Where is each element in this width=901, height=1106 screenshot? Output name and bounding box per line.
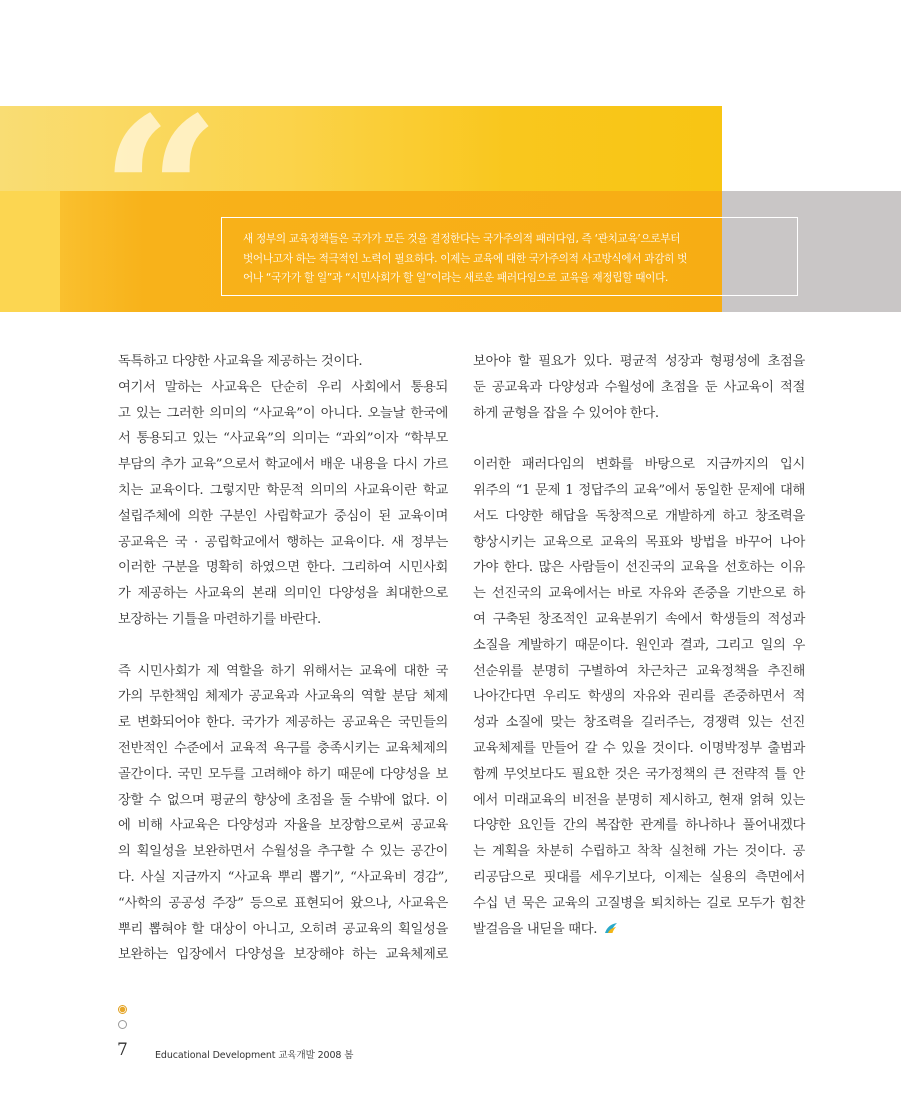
leaf-logo-icon [603, 921, 619, 935]
quote-mark-icon: “ [100, 71, 221, 318]
header-band-left-accent [0, 191, 60, 312]
left-text-column [118, 349, 448, 968]
text-line: 는 선진국의 교육에서는 바로 자유와 존중을 기반으로 하 [473, 586, 805, 602]
text-line: 뿌리 뽑혀야 할 대상이 아니고, 오히려 공교육의 획일성을 [118, 921, 448, 937]
text-line: 독특하고 다양한 사교육을 제공하는 것이다. [118, 354, 363, 369]
text-line: 나아간다면 우리도 학생의 자유와 권리를 존중하면서 적 [473, 689, 805, 705]
text-line: 에서 미래교육의 비전을 분명히 제시하고, 현재 얽혀 있는 [473, 792, 805, 808]
text-line: 보아야 할 필요가 있다. 평균적 성장과 형평성에 초점을 [473, 354, 805, 369]
text-line: 서도 다양한 해답을 독창적으로 개발하게 하고 창조력을 [473, 508, 805, 524]
right-text-column [473, 349, 805, 942]
text-line: 리공담으로 핏대를 세우기보다, 이제는 실용의 측면에서 [473, 869, 805, 885]
pull-quote-line: 벗어나고자 하는 적극적인 노력이 필요하다. 이제는 교육에 대한 국가주의적 사고방식에서 과감히 벗 [243, 252, 688, 265]
text-line: 둔 공교육과 다양성과 수월성에 초점을 둔 사교육이 적절 [473, 379, 805, 395]
page-indicator-active-icon [118, 1005, 127, 1014]
text-line: 에 비해 사교육은 다양성과 자율을 보장함으로써 공교육 [118, 818, 448, 834]
text-line: 즉 시민사회가 제 역할을 하기 위해서는 교육에 대한 국 [118, 663, 448, 679]
paragraph-gap [473, 426, 805, 452]
text-line: 여 구축된 창조적인 교육분위기 속에서 학생들의 적성과 [473, 611, 805, 627]
text-line: 가의 무한책임 체제가 공교육과 사교육의 역할 분담 체제 [118, 689, 448, 705]
text-line: 선순위를 분명히 구별하여 차근차근 교육정책을 추진해 [473, 663, 805, 679]
text-line: 장할 수 없으며 평균의 향상에 초점을 둘 수밖에 없다. 이 [118, 792, 448, 808]
text-line: 부담의 추가 교육”으로서 학교에서 배운 내용을 다시 가르 [118, 457, 448, 473]
text-line: 골간이다. 국민 모두를 고려해야 하기 때문에 다양성을 보 [118, 766, 448, 782]
text-line: 다. 사실 지금까지 “사교육 뿌리 뽑기”, “사교육비 경감”, [118, 869, 448, 885]
text-line: 의 획일성을 보완하면서 수월성을 추구할 수 있는 공간이 [118, 844, 448, 860]
text-line: 함께 무엇보다도 필요한 것은 국가정책의 큰 전략적 틀 안 [473, 766, 805, 782]
pull-quote-line: 어나 “국가가 할 일”과 “시민사회가 할 일”이라는 새로운 패러다임으로 교육을 재정립할 때이다. [243, 272, 669, 284]
text-line-final [473, 917, 805, 943]
text-line: 하게 균형을 잡을 수 있어야 한다. [473, 405, 659, 421]
text-line: 수십 년 묵은 교육의 고질병을 퇴치하는 길로 모두가 힘찬 [473, 895, 805, 911]
pull-quote-box [221, 217, 798, 296]
text-line: 교육체제를 만들어 갈 수 있을 것이다. 이명박정부 출범과 [473, 740, 805, 756]
text-line: 여기서 말하는 사교육은 단순히 우리 사회에서 통용되 [118, 379, 448, 395]
text-line: 보완하는 입장에서 다양성을 보장해야 하는 교육체제로 [118, 947, 448, 963]
pull-quote-line: 새 정부의 교육정책들은 국가가 모든 것을 결정한다는 국가주의적 패러다임, 즉 ‘관치교육’으로부터 [243, 233, 681, 245]
text-line: 성과 소질에 맞는 창조력을 길러주는, 경쟁력 있는 선진 [473, 715, 805, 731]
text-line: 는 계획을 차분히 수립하고 착착 실천해 가는 것이다. 공 [473, 844, 805, 860]
text-line: 이러한 패러다임의 변화를 바탕으로 지금까지의 입시 [473, 457, 805, 473]
text-line: 다양한 요인들 간의 복잡한 관계를 하나하나 풀어내겠다 [473, 818, 805, 834]
text-line: 가야 한다. 많은 사람들이 선진국의 교육을 선호하는 이유 [473, 560, 805, 576]
text-line: 고 있는 그러한 의미의 “사교육”이 아니다. 오늘날 한국에 [118, 405, 448, 421]
page-number: 7 [117, 1040, 128, 1060]
text-line: 로 변화되어야 한다. 국가가 제공하는 공교육은 국민들의 [118, 715, 448, 731]
page-indicator-inactive-icon [118, 1020, 127, 1029]
text-line: 가 제공하는 사교육의 본래 의미인 다양성을 최대한으로 [118, 586, 448, 602]
text-line: 위주의 “1 문제 1 정답주의 교육”에서 동일한 문제에 대해 [473, 482, 805, 498]
paragraph-gap [118, 633, 448, 659]
text-line: 이러한 구분을 명확히 하였으면 한다. 그리하여 시민사회 [118, 560, 448, 576]
text-line: 공교육은 국 · 공립학교에서 행하는 교육이다. 새 정부는 [118, 534, 448, 550]
text-line: 소질을 계발하기 때문이다. 원인과 결과, 그리고 일의 우 [473, 637, 805, 653]
text-line: 향상시키는 교육으로 교육의 목표와 방법을 바꾸어 나아 [473, 534, 805, 550]
text-line: 보장하는 기틀을 마련하기를 바란다. [118, 611, 321, 627]
text-line: “사학의 공공성 주장” 등으로 표현되어 왔으나, 사교육은 [118, 895, 448, 911]
text-line: 서 통용되고 있는 “사교육”의 의미는 “과외”이자 “학부모 [118, 431, 448, 447]
text-line: 전반적인 수준에서 교육적 욕구를 충족시키는 교육체제의 [118, 740, 448, 756]
publication-title: Educational Development 교육개발 2008 봄 [155, 1050, 354, 1061]
text-line: 치는 교육이다. 그렇지만 학문적 의미의 사교육이란 학교 [118, 482, 448, 498]
text-line: 설립주체에 의한 구분인 사립학교가 중심이 된 교육이며 [118, 508, 448, 524]
text-line-content: 발걸음을 내딛을 때다. [473, 921, 598, 937]
